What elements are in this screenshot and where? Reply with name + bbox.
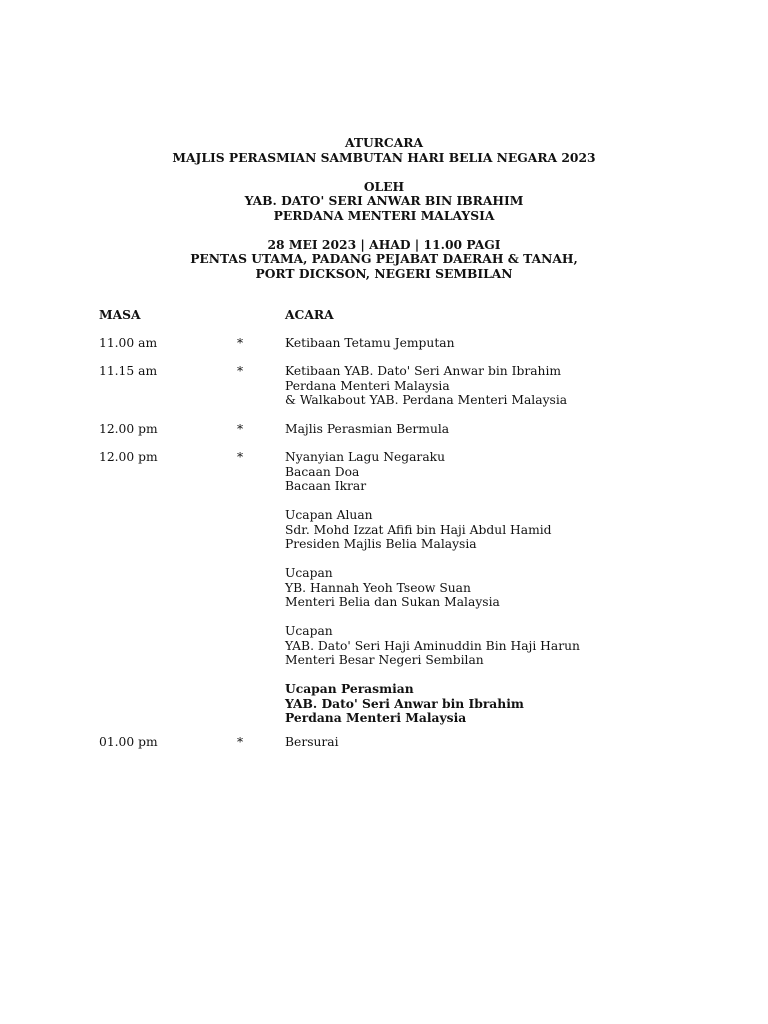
schedule-activity	[285, 450, 580, 726]
activity-line: Presiden Majlis Belia Malaysia	[285, 537, 477, 551]
bullet-marker: *	[237, 450, 244, 464]
block-spacer	[285, 552, 580, 567]
header-by: OLEH	[363, 178, 405, 194]
activity-line: Sdr. Mohd Izzat Afifi bin Haji Abdul Hamid	[285, 522, 552, 537]
schedule-time: 01.00 pm	[99, 735, 158, 749]
activity-line: Ucapan Aluan	[285, 508, 373, 522]
activity-line-bold: Perdana Menteri Malaysia	[285, 710, 467, 725]
activity-line: Ucapan	[285, 566, 333, 580]
schedule-activity	[285, 422, 449, 437]
activity-line: Bacaan Ikrar	[285, 479, 367, 493]
bullet-marker: *	[237, 364, 244, 378]
document-header	[0, 136, 768, 281]
header-gap	[0, 223, 768, 238]
bullet-marker: *	[237, 336, 244, 350]
schedule-time: 12.00 pm	[99, 450, 158, 464]
header-guest-title: PERDANA MENTERI MALAYSIA	[273, 207, 495, 223]
block-spacer	[285, 610, 580, 625]
header-location: PORT DICKSON, NEGERI SEMBILAN	[255, 265, 513, 281]
activity-line: Nyanyian Lagu Negaraku	[285, 450, 446, 464]
schedule-activity	[285, 364, 567, 408]
bullet-marker: *	[237, 422, 244, 436]
activity-line: Menteri Besar Negeri Sembilan	[285, 653, 484, 667]
schedule-activity	[285, 735, 339, 750]
activity-line: Perdana Menteri Malaysia	[285, 378, 450, 393]
activity-line: Bacaan Doa	[285, 464, 360, 479]
block-spacer	[285, 668, 580, 683]
activity-line: Ketibaan YAB. Dato' Seri Anwar bin Ibrahim	[285, 364, 562, 378]
header-venue: PENTAS UTAMA, PADANG PEJABAT DAERAH & TANAH,	[190, 251, 578, 266]
header-date: 28 MEI 2023 | AHAD | 11.00 PAGI	[267, 236, 501, 252]
schedule-time: 11.15 am	[99, 364, 158, 378]
activity-line: & Walkabout YAB. Perdana Menteri Malaysia	[285, 393, 568, 407]
bullet-marker: *	[237, 735, 244, 749]
activity-line: Bersurai	[285, 735, 339, 749]
activity-line: Majlis Perasmian Bermula	[285, 422, 450, 436]
activity-line-bold: YAB. Dato' Seri Anwar bin Ibrahim	[285, 695, 524, 711]
schedule-time: 12.00 pm	[99, 422, 158, 436]
activity-line: YB. Hannah Yeoh Tseow Suan	[285, 580, 471, 595]
header-title: ATURCARA	[344, 135, 424, 150]
header-gap	[0, 165, 768, 180]
schedule-time: 11.00 am	[99, 336, 158, 350]
activity-line: Menteri Belia dan Sukan Malaysia	[285, 595, 500, 609]
header-guest-name: YAB. DATO' SERI ANWAR BIN IBRAHIM	[244, 193, 524, 208]
header-event-name: MAJLIS PERASMIAN SAMBUTAN HARI BELIA NEGARA 2023	[172, 149, 596, 165]
column-header-acara: ACARA	[285, 307, 334, 322]
activity-line-bold: Ucapan Perasmian	[285, 681, 414, 696]
activity-line: Ketibaan Tetamu Jemputan	[285, 336, 455, 350]
activity-line: Ucapan	[285, 624, 333, 638]
column-header-masa: MASA	[99, 307, 141, 322]
activity-line: YAB. Dato' Seri Haji Aminuddin Bin Haji Harun	[285, 638, 580, 653]
block-spacer	[285, 494, 580, 509]
schedule-activity	[285, 336, 455, 351]
